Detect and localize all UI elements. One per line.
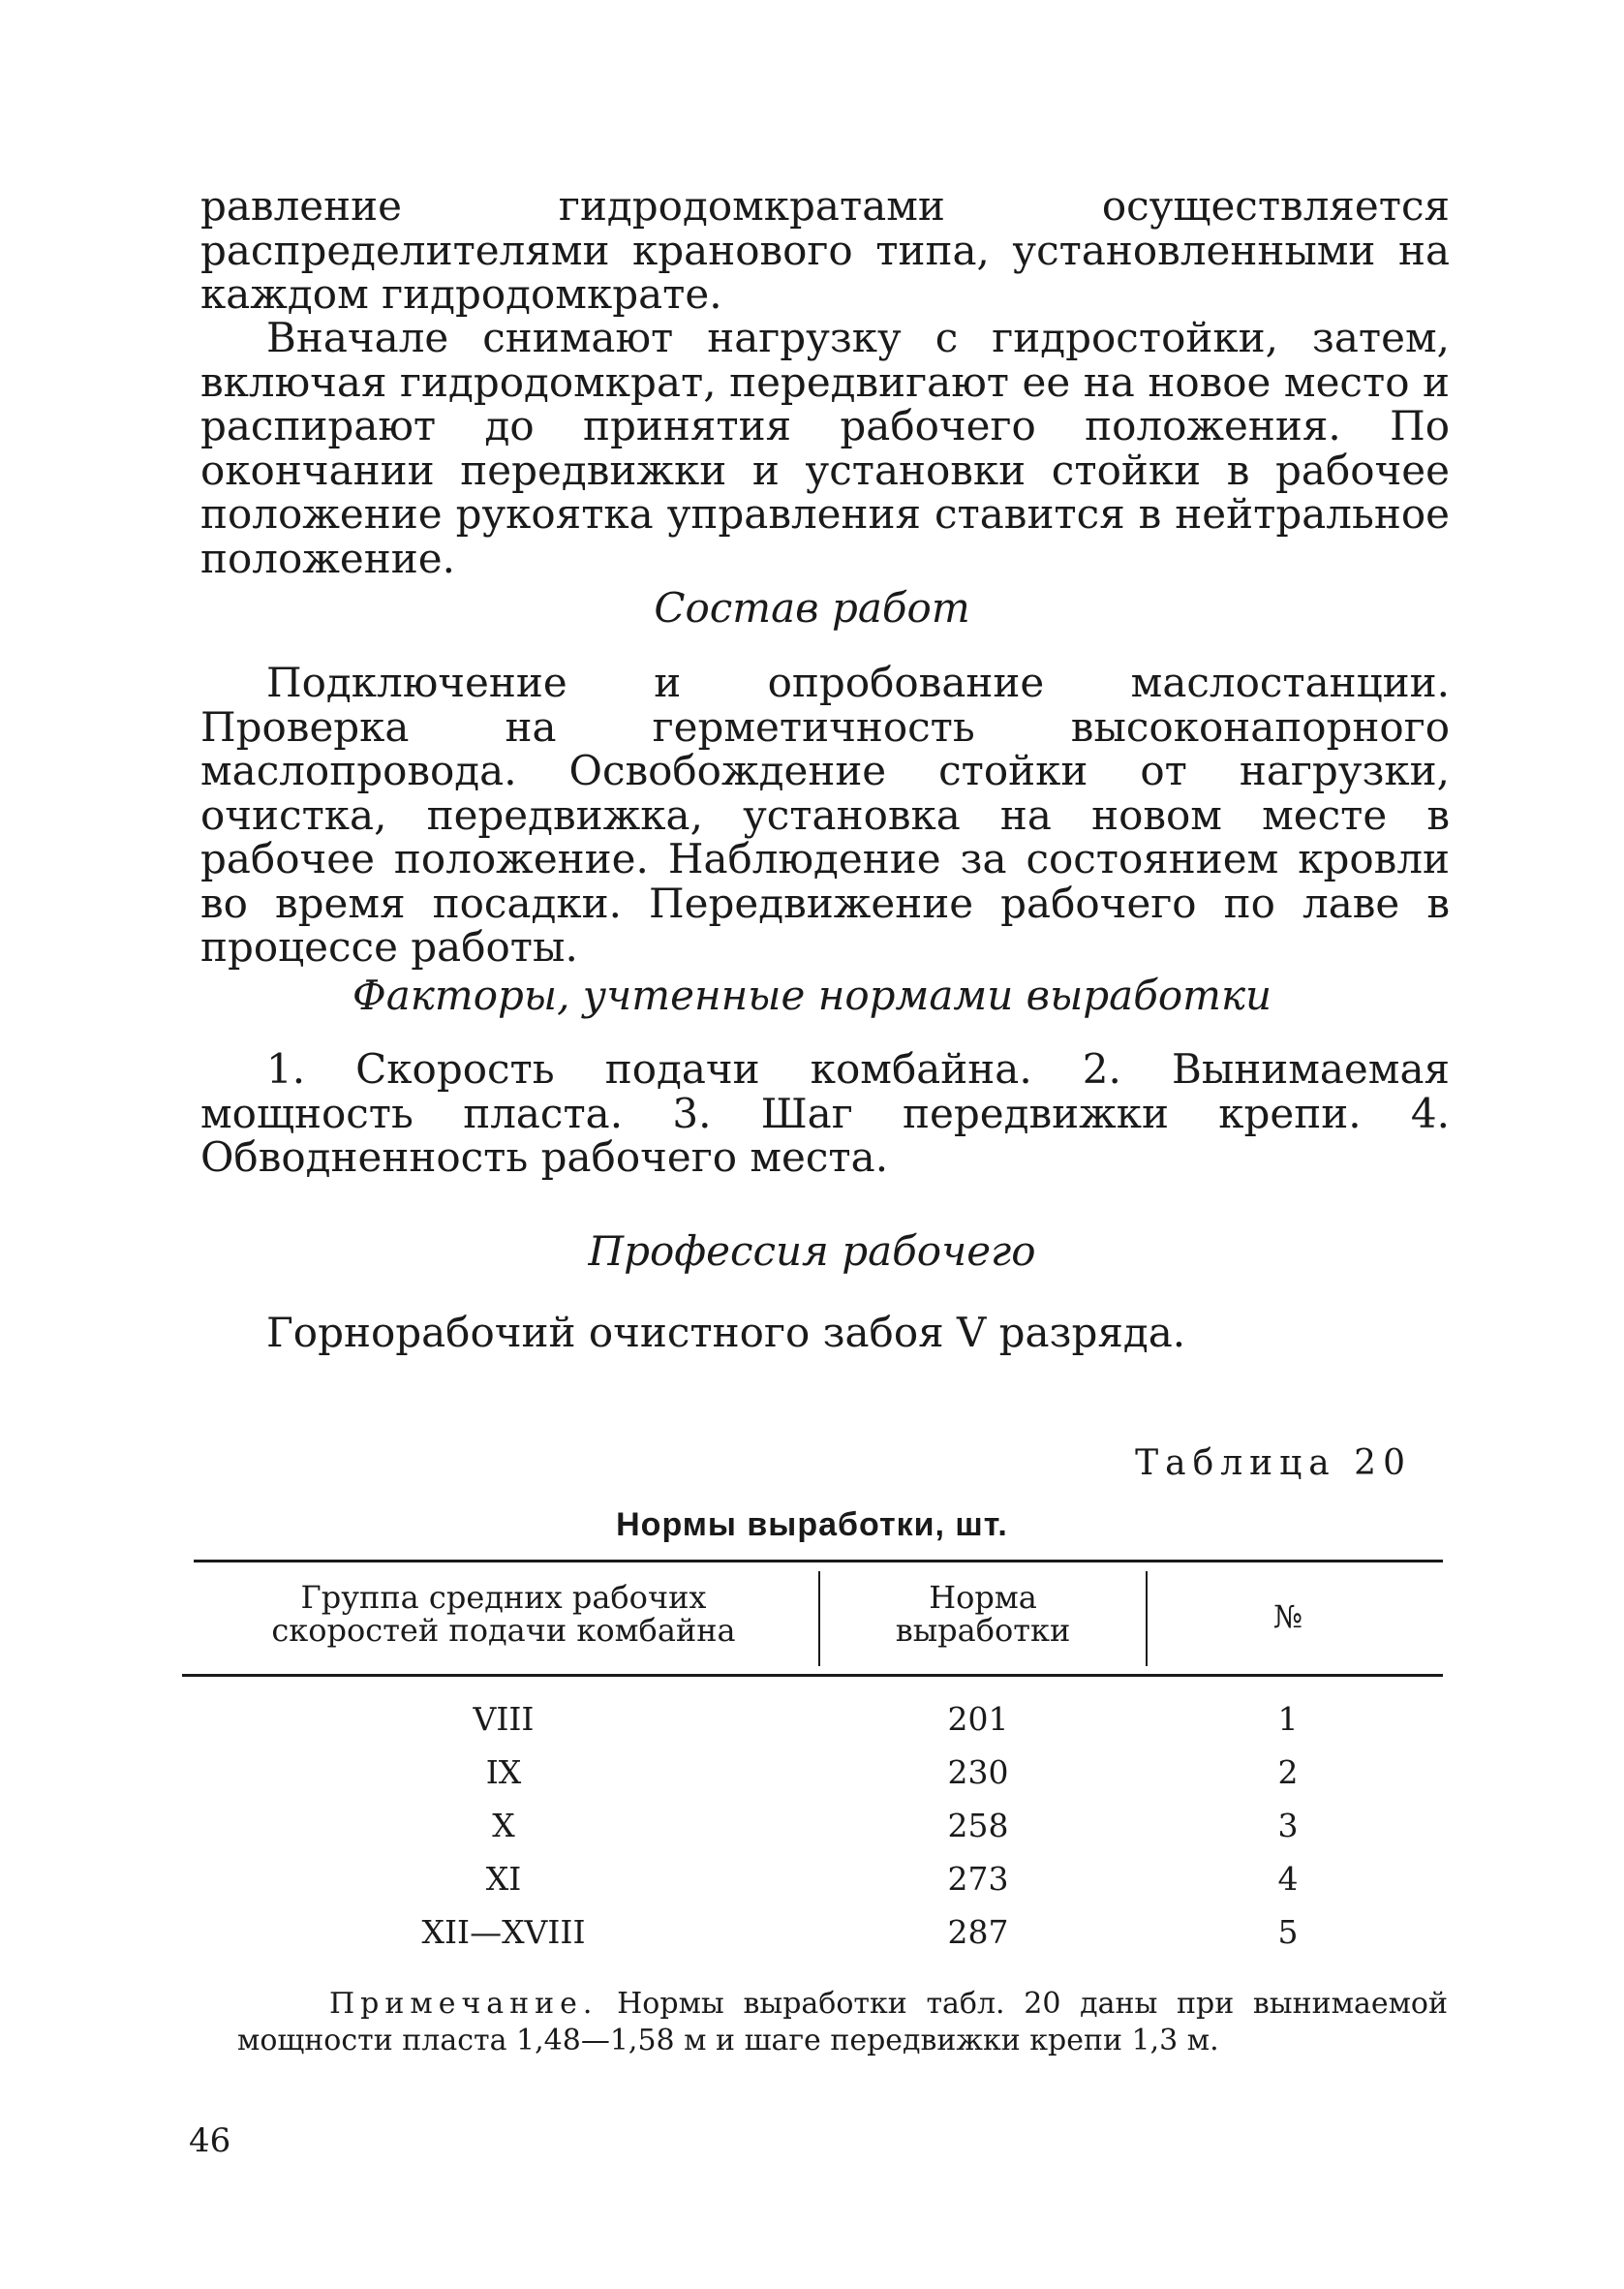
paragraph-5: Горнорабочий очистного забоя V разряда.	[266, 1309, 1186, 1356]
paragraph-4: 1. Скорость подачи комбайна. 2. Вынимаемая мощность пласта. 3. Шаг передвижки крепи. 4. Обводненность рабочего места.	[200, 1045, 1450, 1181]
cell-norm: 258	[947, 1807, 1009, 1844]
cell-number: 2	[1277, 1753, 1299, 1791]
paragraph-3: Подключение и опробование маслостанции. Проверка на герметичность высоконапорного маслопровода. Освобождение стойки от нагрузки, очистка, передвижка, установка на новом месте в рабочее положение. Наблюдение за состоянием кровли во время посадки. Передвижение рабочего по лаве в процессе работы.	[200, 659, 1450, 971]
heading-work-composition: Состав работ	[654, 584, 970, 632]
cell-norm: 287	[947, 1913, 1009, 1951]
paragraph-2: Вначале снимают нагрузку с гидростойки, затем, включая гидродомкрат, передвигают ее на новое место и распирают до принятия рабочего положения. По окончании передвижки и установки стойки в рабочее положение рукоятка управления ставится в нейтральное положение.	[200, 314, 1450, 582]
table-note	[237, 1986, 1448, 2059]
table-label: Таблица 20	[1135, 1443, 1412, 1483]
table-top-rule	[194, 1560, 1443, 1562]
heading-factors: Факторы, учтенные нормами выработки	[352, 972, 1272, 1019]
cell-number: 1	[1277, 1700, 1299, 1738]
cell-norm: 230	[947, 1753, 1009, 1791]
header-norm: Норма выработки	[895, 1579, 1071, 1649]
note-text: Нормы выработки табл. 20 даны при вынимаемой мощности пласта 1,48—1,58 м и шаге передвижки крепи 1,3 м.	[237, 1987, 1448, 2057]
table-column-divider	[1146, 1571, 1148, 1666]
cell-group: VIII	[473, 1700, 535, 1738]
cell-number: 3	[1277, 1807, 1299, 1844]
cell-number: 5	[1277, 1913, 1299, 1951]
table-header-rule	[182, 1674, 1443, 1677]
cell-group: XII—XVIII	[421, 1913, 586, 1951]
paragraph-1: равление гидродомкратами осуществляется распределителями кранового типа, установленными на каждом гидродомкрате.	[200, 182, 1450, 318]
table-column-divider	[818, 1571, 820, 1666]
cell-group: IX	[485, 1753, 522, 1791]
cell-norm: 273	[947, 1860, 1009, 1898]
page-number: 46	[189, 2121, 231, 2160]
header-speed-group: Группа средних рабочих скоростей подачи комбайна	[271, 1579, 736, 1649]
note-label: Примечание.	[329, 1987, 598, 2021]
cell-group: X	[492, 1807, 515, 1844]
header-number: №	[1272, 1598, 1303, 1635]
cell-number: 4	[1277, 1860, 1299, 1898]
heading-profession: Профессия рабочего	[588, 1227, 1036, 1275]
cell-norm: 201	[947, 1700, 1009, 1738]
cell-group: XI	[485, 1860, 522, 1898]
table-title: Нормы выработки, шт.	[616, 1506, 1008, 1543]
